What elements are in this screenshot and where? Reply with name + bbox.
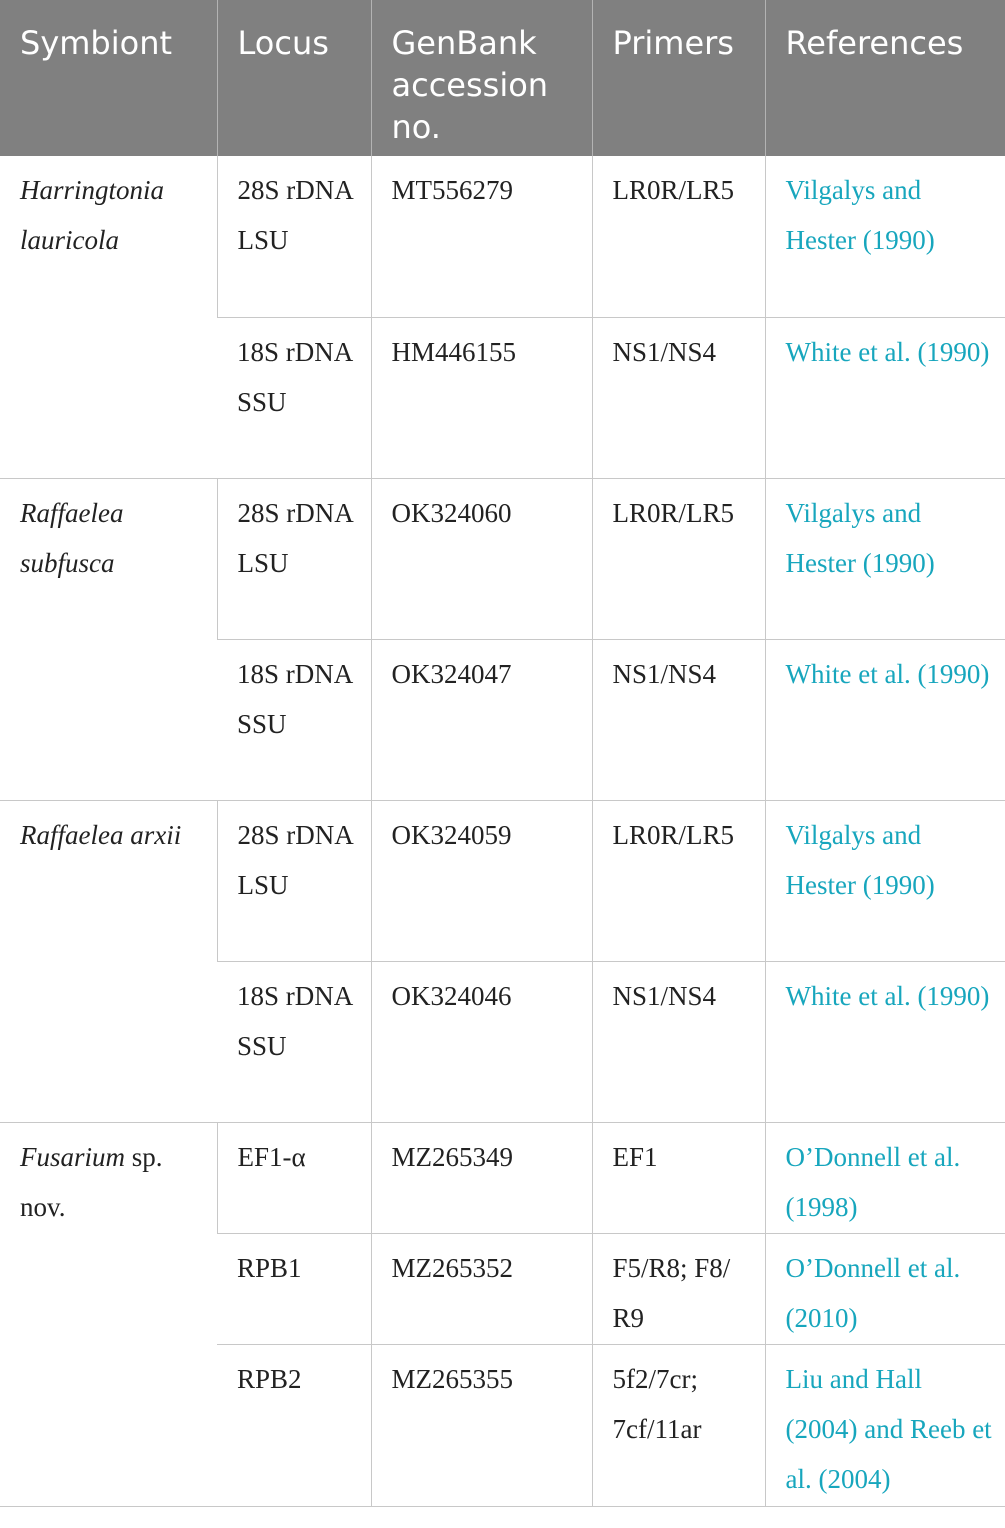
accession-cell: MT556279 <box>371 156 592 317</box>
symbiont-cell: Raffaelea subfusca <box>0 478 217 800</box>
reference-link[interactable]: Vilgalys and Hester (1990) <box>765 800 1005 961</box>
locus-cell: 28S rDNA LSU <box>217 156 371 317</box>
reference-link[interactable]: O’Donnell et al. (1998) <box>765 1122 1005 1233</box>
locus-cell: EF1-α <box>217 1122 371 1233</box>
accession-cell: OK324059 <box>371 800 592 961</box>
table-row <box>0 1122 1005 1233</box>
primers-cell: NS1/NS4 <box>592 961 765 1122</box>
primers-cell: NS1/NS4 <box>592 317 765 478</box>
primers-cell: 5f2/7cr; 7cf/11ar <box>592 1344 765 1506</box>
header-symbiont: Symbiont <box>0 0 217 156</box>
primers-cell: NS1/NS4 <box>592 639 765 800</box>
primers-cell: EF1 <box>592 1122 765 1233</box>
header-locus: Locus <box>217 0 371 156</box>
locus-cell: 18S rDNA SSU <box>217 961 371 1122</box>
header-references: References <box>765 0 1005 156</box>
table-row <box>0 156 1005 317</box>
symbiont-cell <box>0 1122 217 1506</box>
locus-cell: 18S rDNA SSU <box>217 639 371 800</box>
header-accession: GenBank accession no. <box>371 0 592 156</box>
reference-link[interactable]: Vilgalys and Hester (1990) <box>765 478 1005 639</box>
locus-cell: RPB2 <box>217 1344 371 1506</box>
symbiont-cell: Harringtonia lauricola <box>0 156 217 478</box>
accession-cell: OK324046 <box>371 961 592 1122</box>
reference-link[interactable]: Liu and Hall (2004) and Reeb et al. (2004) <box>765 1344 1005 1506</box>
header-row <box>0 0 1005 156</box>
locus-cell: 28S rDNA LSU <box>217 800 371 961</box>
table-header <box>0 0 1005 156</box>
reference-link[interactable]: White et al. (1990) <box>765 639 1005 800</box>
reference-link[interactable]: O’Donnell et al. (2010) <box>765 1233 1005 1344</box>
accession-cell: HM446155 <box>371 317 592 478</box>
locus-cell: RPB1 <box>217 1233 371 1344</box>
accession-cell: OK324060 <box>371 478 592 639</box>
accession-cell: MZ265352 <box>371 1233 592 1344</box>
header-primers: Primers <box>592 0 765 156</box>
reference-link[interactable]: Vilgalys and Hester (1990) <box>765 156 1005 317</box>
primers-cell: LR0R/LR5 <box>592 156 765 317</box>
accession-cell: MZ265355 <box>371 1344 592 1506</box>
primers-cell: F5/R8; F8/ R9 <box>592 1233 765 1344</box>
reference-link[interactable]: White et al. (1990) <box>765 961 1005 1122</box>
primers-cell: LR0R/LR5 <box>592 800 765 961</box>
symbiont-species-suffix: sp. nov. <box>20 1141 163 1222</box>
symbiont-genus: Fusarium <box>20 1141 126 1172</box>
table-row <box>0 478 1005 639</box>
symbiont-cell: Raffaelea arxii <box>0 800 217 1122</box>
reference-link[interactable]: White et al. (1990) <box>765 317 1005 478</box>
table-row <box>0 800 1005 961</box>
table-body <box>0 156 1005 1506</box>
accession-cell: OK324047 <box>371 639 592 800</box>
primers-cell: LR0R/LR5 <box>592 478 765 639</box>
accession-cell: MZ265349 <box>371 1122 592 1233</box>
locus-cell: 18S rDNA SSU <box>217 317 371 478</box>
locus-cell: 28S rDNA LSU <box>217 478 371 639</box>
